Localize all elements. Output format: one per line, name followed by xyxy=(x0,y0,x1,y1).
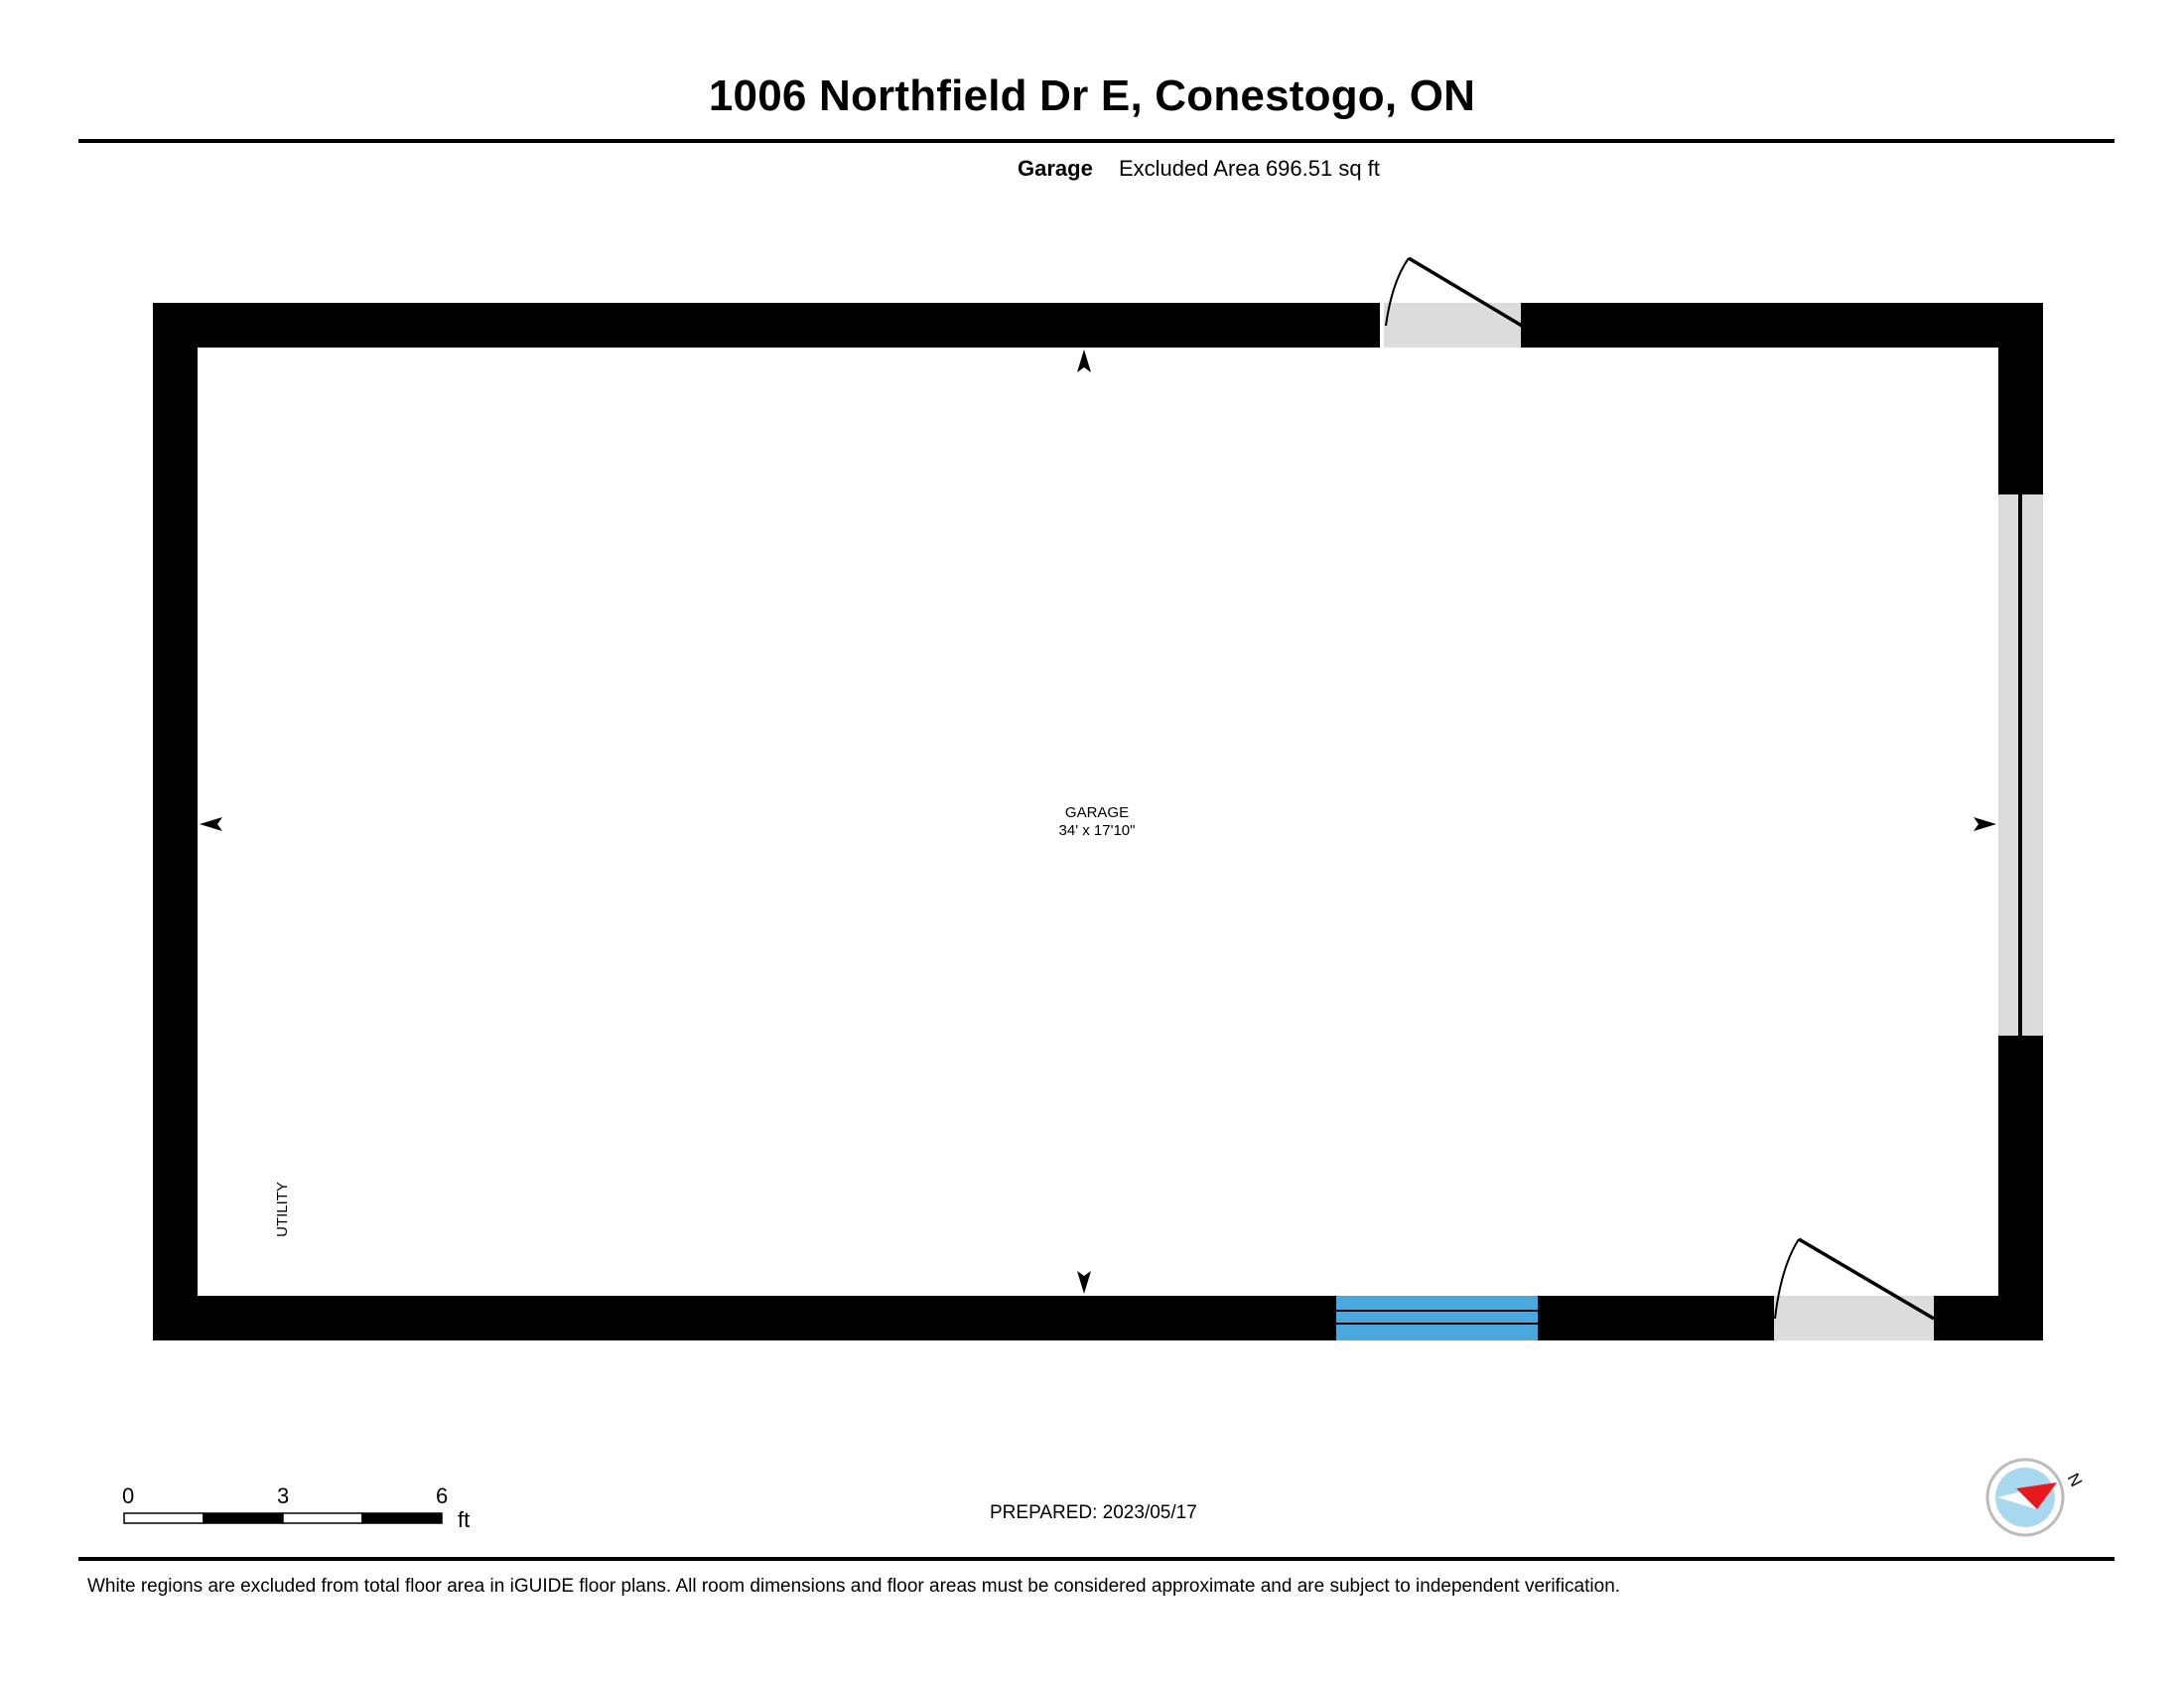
footer-divider xyxy=(78,1557,2115,1561)
wall-bottom-middle xyxy=(1538,1296,1774,1340)
wall-right-lower xyxy=(1998,1036,2043,1340)
scale-segment-4 xyxy=(362,1513,442,1523)
dimension-arrow-right xyxy=(1974,817,1996,831)
floor-area: Excluded Area 696.51 sq ft xyxy=(1118,156,1380,181)
prepared-date: PREPARED: 2023/05/17 xyxy=(990,1502,1197,1523)
compass-north-label: N xyxy=(2063,1470,2087,1490)
wall-bottom-left xyxy=(153,1296,1336,1340)
floor-name: Garage xyxy=(1018,156,1093,181)
room-name-utility: UTILITY xyxy=(274,1182,291,1237)
dimension-arrow-bottom xyxy=(1077,1271,1091,1294)
scale-label-0: 0 xyxy=(122,1483,135,1508)
garage-door-right xyxy=(1998,494,2043,1036)
room-name-garage: GARAGE xyxy=(1064,804,1130,821)
stairs-fill xyxy=(1336,1296,1538,1340)
scale-unit: ft xyxy=(458,1507,471,1532)
stairs xyxy=(1336,1296,1538,1340)
door-bottom-opening xyxy=(1774,1296,1934,1340)
door-top-opening xyxy=(1384,303,1521,348)
dimension-arrow-top xyxy=(1077,350,1091,372)
wall-top-right xyxy=(1521,303,2043,348)
wall-bottom-right xyxy=(1934,1296,2043,1340)
dimension-arrow-left xyxy=(200,817,222,831)
wall-left xyxy=(153,303,198,1340)
scale-segment-3 xyxy=(283,1513,362,1523)
door-top xyxy=(1384,258,1522,348)
scale-label-3: 3 xyxy=(277,1483,290,1508)
garage-door-line xyxy=(2018,494,2022,1036)
scale-segment-1 xyxy=(124,1513,204,1523)
disclaimer: White regions are excluded from total floor area in iGUIDE floor plans. All room dimensions and floor areas must be considered approximate and are subject to independent verification. xyxy=(87,1576,1621,1597)
wall-right-upper xyxy=(1998,303,2043,494)
scale-bar xyxy=(124,1513,442,1523)
page-title: 1006 Northfield Dr E, Conestogo, ON xyxy=(708,71,1476,120)
compass xyxy=(1987,1460,2086,1535)
room-dimensions-garage: 34' x 17'10" xyxy=(1058,822,1136,839)
scale-segment-2 xyxy=(204,1513,283,1523)
scale-label-6: 6 xyxy=(436,1483,449,1508)
wall-top-left xyxy=(153,303,1380,348)
door-bottom xyxy=(1774,1239,1934,1340)
